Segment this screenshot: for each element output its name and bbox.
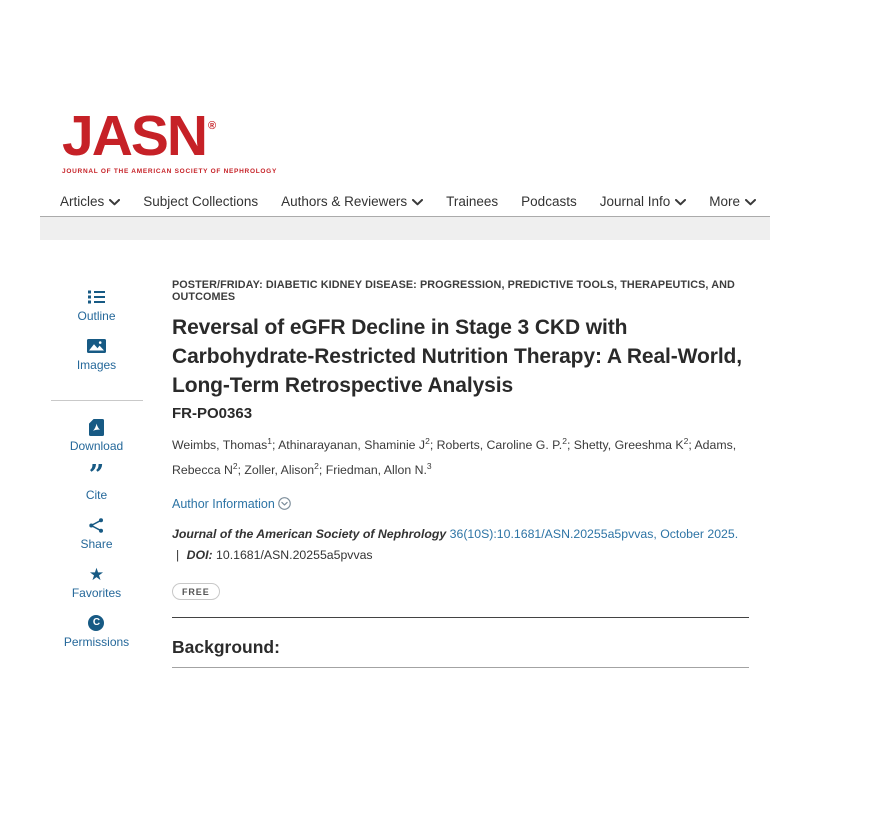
free-access-badge: FREE [172, 583, 220, 600]
copyright-icon [88, 614, 104, 632]
sidebar-item-cite[interactable] [85, 460, 108, 503]
nav-item-label: Articles [60, 194, 105, 209]
sidebar-item-label: Outline [77, 309, 116, 323]
pdf-download-icon [89, 418, 104, 436]
author-list [172, 431, 749, 481]
sidebar-item-label: Images [76, 358, 117, 372]
sidebar-item-share[interactable] [80, 516, 112, 552]
doi-value: 10.1681/ASN.20255a5pvvas [216, 548, 373, 563]
nav-item-articles[interactable] [60, 194, 120, 209]
logo-tagline: JOURNAL OF THE AMERICAN SOCIETY OF NEPHROLOGY [62, 168, 278, 175]
images-icon [87, 337, 106, 355]
nav-item-label: Authors & Reviewers [281, 194, 408, 209]
session-category: POSTER/FRIDAY: DIABETIC KIDNEY DISEASE: PROGRESSION, PREDICTIVE TOOLS, THERAPEUTICS, AND OUTCOMES [172, 279, 735, 303]
journal-logo[interactable] [62, 104, 278, 175]
article-main [172, 279, 749, 668]
share-icon [89, 516, 104, 534]
nav-item-label: Journal Info [599, 194, 671, 209]
section-divider-top [172, 617, 749, 618]
header-bar [40, 216, 770, 240]
sidebar-item-label: Download [69, 439, 124, 453]
author: Adams, Rebecca $N^2$; [172, 438, 737, 478]
logo-text: JASN [62, 104, 207, 168]
author: Friedman, Allon N.$^3$ [325, 461, 432, 478]
nav-item-label: Podcasts [521, 194, 577, 209]
citation-journal-name: Journal of the American Society of Nephrology [172, 527, 447, 542]
nav-item-label: Subject Collections [143, 194, 259, 209]
chevron-down-icon [109, 194, 120, 209]
sidebar-item-favorites[interactable] [72, 565, 121, 601]
registered-trademark-mark: ® [208, 120, 217, 132]
nav-item-trainees[interactable] [446, 194, 498, 209]
star-icon [89, 565, 104, 583]
sidebar-item-permissions[interactable] [64, 614, 129, 650]
nav-item-authors-reviewers[interactable] [281, 194, 423, 209]
citation-separator: | [176, 548, 180, 563]
author-information-toggle[interactable] [172, 494, 291, 513]
nav-item-journal-info[interactable] [600, 194, 687, 209]
article-title: Reversal of eGFR Decline in Stage 3 CKD with Carbohydrate-Restricted Nutrition Therapy: A Real-World, Long-Term Retrospective Analysis [172, 316, 743, 397]
quote-glyph: ” [88, 460, 105, 491]
sidebar-divider [51, 400, 143, 401]
nav-item-label: Trainees [446, 194, 499, 209]
citation-reference-link[interactable]: 36(10S):10.1681/ASN.20255a5pvvas, October 2025. [449, 527, 739, 542]
author: Roberts, Caroline G. P.$^2$; [436, 436, 574, 453]
sidebar-item-label: Share [80, 537, 113, 551]
chevron-down-circle-icon [278, 497, 291, 513]
sidebar-item-download[interactable] [70, 418, 123, 454]
background-section-heading: Background: [172, 637, 280, 658]
star-glyph: ★ [88, 564, 105, 584]
doi-label: DOI: [186, 548, 213, 563]
chevron-down-icon [412, 194, 423, 209]
outline-list-icon [88, 288, 105, 306]
sidebar-item-label: Permissions [63, 635, 130, 649]
sidebar-item-label: Favorites [71, 586, 122, 600]
nav-item-more[interactable] [709, 194, 756, 209]
nav-item-subject-collections[interactable] [143, 194, 258, 209]
main-navigation [60, 194, 756, 209]
author: Zoller, Alison$^2$; [244, 461, 326, 478]
nav-item-label: More [709, 194, 741, 209]
chevron-down-icon [745, 194, 756, 209]
sidebar-item-label: Cite [85, 488, 108, 502]
nav-item-podcasts[interactable] [521, 194, 577, 209]
article-tools-sidebar [45, 288, 148, 663]
abstract-number: FR-PO0363 [172, 405, 253, 422]
quote-icon [88, 460, 105, 491]
sidebar-item-images[interactable] [77, 337, 116, 373]
author: Weimbs, Thomas$^1$; [172, 436, 279, 453]
citation-line [172, 524, 749, 566]
sidebar-item-outline[interactable] [77, 288, 115, 324]
copyright-glyph: C [88, 615, 104, 631]
section-divider-bottom [172, 667, 749, 668]
author: Shetty, Greeshma $K^2$; [573, 436, 695, 453]
chevron-down-icon [675, 194, 686, 209]
author: Athinarayanan, Shaminie $J^2$; [278, 436, 437, 453]
author-information-label: Author Information [172, 496, 275, 511]
